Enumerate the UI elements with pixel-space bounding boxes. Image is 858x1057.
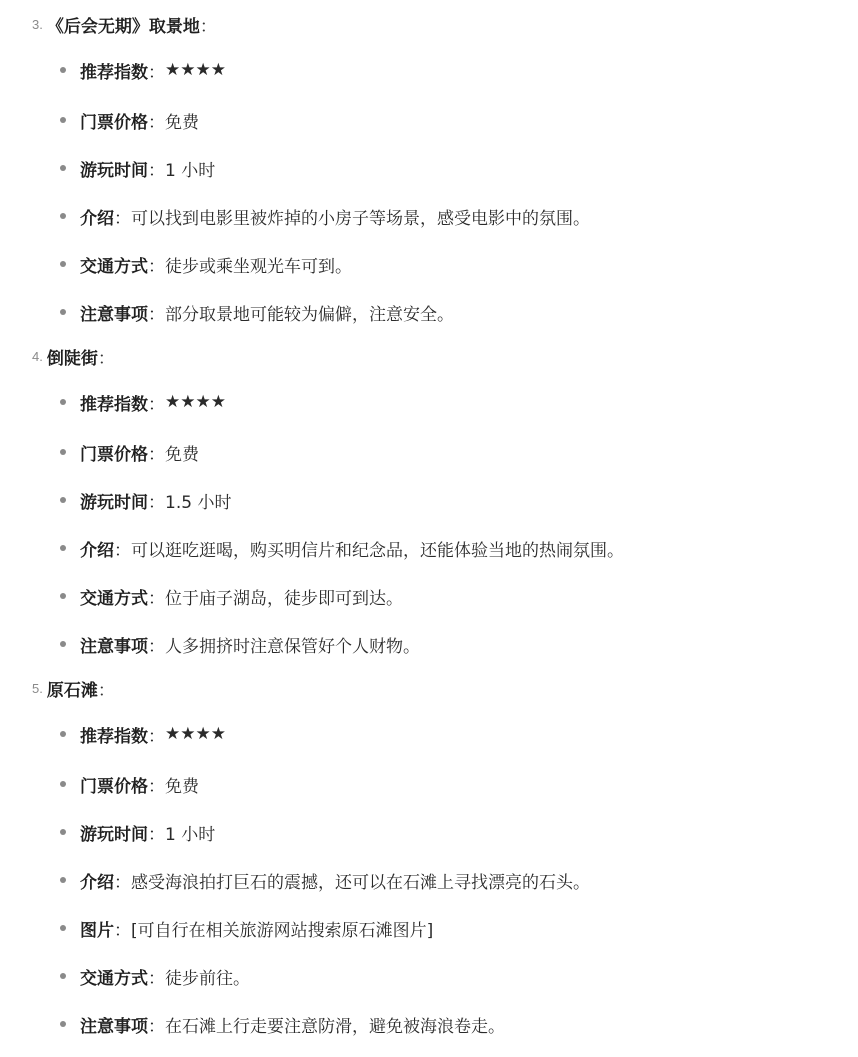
item-label: 图片: [80, 920, 114, 941]
item-label: 门票价格: [80, 444, 148, 465]
list-item: [0, 1000, 858, 1048]
bullet-dot-icon: [60, 213, 66, 219]
item-separator: ：: [148, 824, 165, 845]
item-value: 免费: [165, 776, 199, 797]
item-separator: ：: [148, 726, 165, 747]
item-label: 推荐指数: [80, 394, 148, 415]
bullet-dot-icon: [60, 545, 66, 551]
item-separator: ：: [148, 160, 165, 181]
section-colon: ：: [199, 16, 217, 37]
bullet-list: [0, 708, 858, 1048]
item-separator: ：: [114, 920, 131, 941]
section-heading: [0, 668, 858, 708]
item-label: 交通方式: [80, 256, 148, 277]
section-title: 《后会无期》取景地: [46, 16, 200, 37]
bullet-dot-icon: [60, 117, 66, 123]
list-item: [0, 808, 858, 856]
list-item: [0, 760, 858, 808]
item-label: 注意事项: [80, 636, 148, 657]
section-colon: ：: [97, 680, 115, 701]
list-item: [0, 904, 858, 952]
list-item: [0, 44, 858, 96]
list-number: 3.: [32, 16, 43, 32]
list-item: [0, 240, 858, 288]
item-value: [可自行在相关旅游网站搜索原石滩图片]: [131, 920, 434, 941]
section-title: 倒陡街: [46, 348, 98, 369]
bullet-dot-icon: [60, 67, 66, 73]
item-value: 徒步前往。: [165, 968, 250, 989]
section-heading: [0, 336, 858, 376]
item-separator: ：: [148, 394, 165, 415]
list-item: [0, 376, 858, 428]
item-value: 免费: [165, 112, 199, 133]
bullet-list: [0, 44, 858, 336]
item-separator: ：: [114, 540, 131, 561]
item-value: 徒步或乘坐观光车可到。: [165, 256, 352, 277]
bullet-dot-icon: [60, 593, 66, 599]
item-label: 注意事项: [80, 1016, 148, 1037]
bullet-dot-icon: [60, 309, 66, 315]
section-colon: ：: [97, 348, 115, 369]
item-value: 1 小时: [165, 824, 216, 845]
item-value: 部分取景地可能较为偏僻，注意安全。: [165, 304, 454, 325]
item-value: ★★★★: [165, 60, 226, 80]
item-label: 介绍: [80, 872, 114, 893]
item-separator: ：: [148, 256, 165, 277]
item-separator: ：: [148, 304, 165, 325]
list-item: [0, 856, 858, 904]
item-value: 1.5 小时: [165, 492, 232, 513]
list-item: [0, 952, 858, 1000]
item-separator: ：: [148, 492, 165, 513]
bullet-dot-icon: [60, 877, 66, 883]
item-label: 交通方式: [80, 968, 148, 989]
item-value: 1 小时: [165, 160, 216, 181]
bullet-dot-icon: [60, 261, 66, 267]
item-separator: ：: [114, 872, 131, 893]
item-value: 人多拥挤时注意保管好个人财物。: [165, 636, 420, 657]
list-item: [0, 192, 858, 240]
item-label: 交通方式: [80, 588, 148, 609]
item-value: ★★★★: [165, 724, 226, 744]
list-item: [0, 524, 858, 572]
bullet-dot-icon: [60, 449, 66, 455]
item-separator: ：: [148, 112, 165, 133]
item-value: 在石滩上行走要注意防滑，避免被海浪卷走。: [165, 1016, 505, 1037]
bullet-dot-icon: [60, 165, 66, 171]
bullet-dot-icon: [60, 641, 66, 647]
item-separator: ：: [148, 968, 165, 989]
bullet-dot-icon: [60, 497, 66, 503]
item-separator: ：: [148, 1016, 165, 1037]
item-value: 免费: [165, 444, 199, 465]
item-separator: ：: [148, 444, 165, 465]
item-label: 推荐指数: [80, 62, 148, 83]
item-label: 注意事项: [80, 304, 148, 325]
list-item: [0, 428, 858, 476]
item-label: 介绍: [80, 208, 114, 229]
item-value: 感受海浪拍打巨石的震撼，还可以在石滩上寻找漂亮的石头。: [131, 872, 590, 893]
item-value: 可以逛吃逛喝，购买明信片和纪念品，还能体验当地的热闹氛围。: [131, 540, 624, 561]
item-label: 游玩时间: [80, 492, 148, 513]
list-item: [0, 572, 858, 620]
item-separator: ：: [114, 208, 131, 229]
bullet-dot-icon: [60, 781, 66, 787]
list-item: [0, 144, 858, 192]
bullet-dot-icon: [60, 925, 66, 931]
item-label: 介绍: [80, 540, 114, 561]
item-label: 游玩时间: [80, 824, 148, 845]
list-item: [0, 96, 858, 144]
section-heading: [0, 4, 858, 44]
bullet-dot-icon: [60, 731, 66, 737]
item-label: 门票价格: [80, 776, 148, 797]
item-value: ★★★★: [165, 392, 226, 412]
item-separator: ：: [148, 776, 165, 797]
list-item: [0, 708, 858, 760]
item-label: 游玩时间: [80, 160, 148, 181]
item-separator: ：: [148, 636, 165, 657]
item-separator: ：: [148, 62, 165, 83]
bullet-dot-icon: [60, 1021, 66, 1027]
item-separator: ：: [148, 588, 165, 609]
item-value: 可以找到电影里被炸掉的小房子等场景，感受电影中的氛围。: [131, 208, 590, 229]
item-value: 位于庙子湖岛，徒步即可到达。: [165, 588, 403, 609]
item-label: 门票价格: [80, 112, 148, 133]
bullet-dot-icon: [60, 829, 66, 835]
section-title: 原石滩: [46, 680, 98, 701]
list-number: 4.: [32, 348, 43, 364]
bullet-list: [0, 376, 858, 668]
bullet-dot-icon: [60, 973, 66, 979]
list-item: [0, 620, 858, 668]
list-item: [0, 288, 858, 336]
list-number: 5.: [32, 680, 43, 696]
bullet-dot-icon: [60, 399, 66, 405]
list-item: [0, 476, 858, 524]
item-label: 推荐指数: [80, 726, 148, 747]
